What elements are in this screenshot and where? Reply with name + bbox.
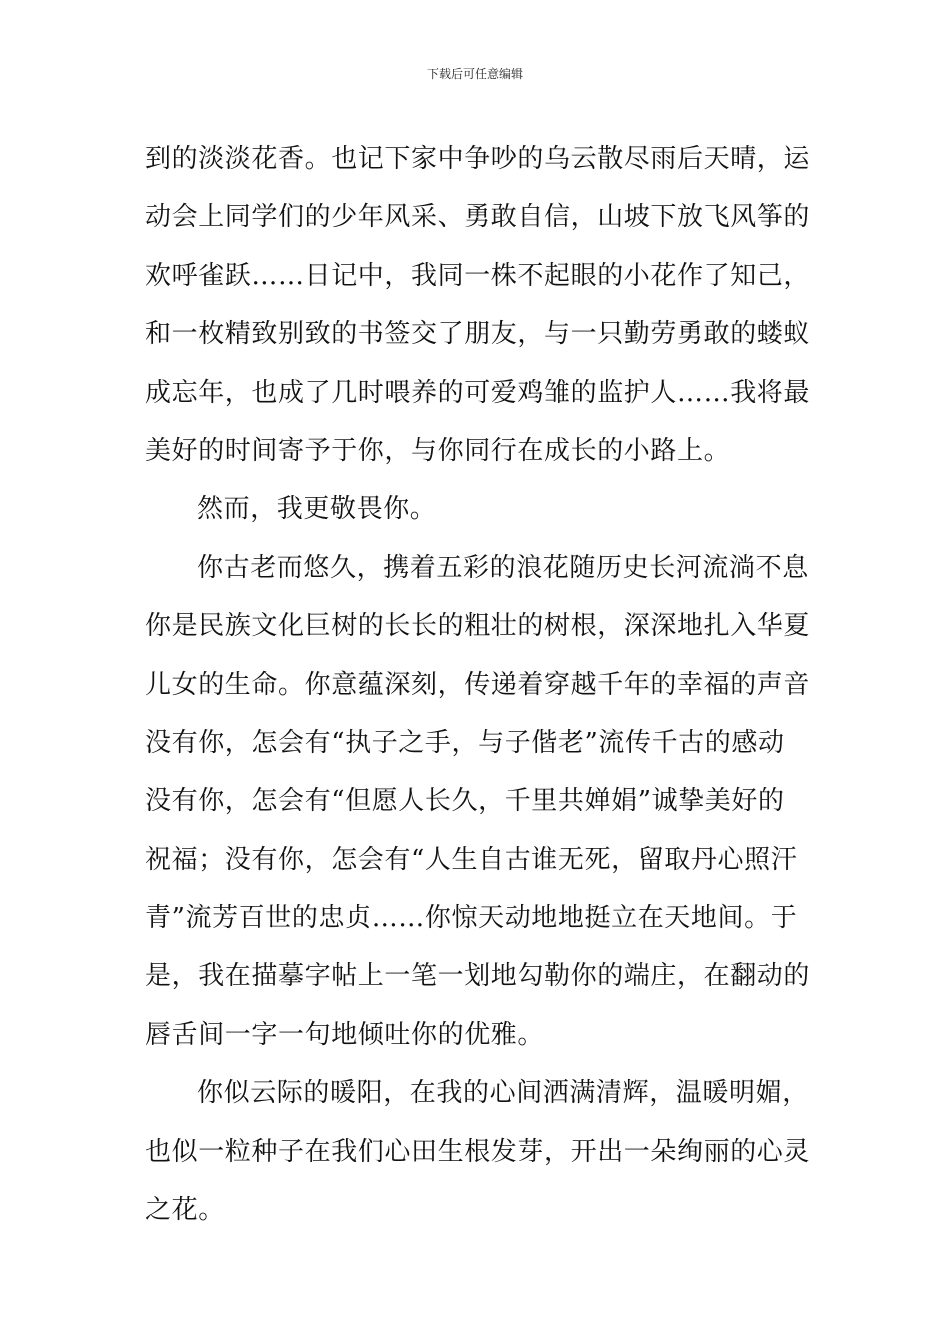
text-line: 之花。 <box>145 1195 225 1226</box>
text-line: 成忘年，也成了几时喂养的可爱鸡雏的监护人……我将最 <box>145 377 811 408</box>
text-line: 到的淡淡花香。也记下家中争吵的乌云散尽雨后天晴，运 <box>145 144 811 174</box>
text-line: 欢呼雀跃……日记中，我同一株不起眼的小花作了知己， <box>145 260 811 291</box>
body-text <box>145 130 811 1239</box>
text-line: 没有你，怎会有“执子之手，与子偕老”流传千古的感动 <box>145 727 785 758</box>
text-line: 动会上同学们的少年风采、勇敢自信，山坡下放飞风筝的 <box>145 202 811 233</box>
text-line: 青”流芳百世的忠贞……你惊天动地地挺立在天地间。于 <box>145 903 798 934</box>
paragraph-first-line: 你似云际的暖阳，在我的心间洒满清辉，温暖明媚， <box>197 1078 809 1109</box>
text-line: 美好的时间寄予于你，与你同行在成长的小路上。 <box>145 435 731 466</box>
text-line: 唇舌间一字一句地倾吐你的优雅。 <box>145 1019 545 1050</box>
text-line: 也似一粒种子在我们心田生根发芽，开出一朵绚丽的心灵 <box>145 1136 811 1167</box>
text-line: 祝福；没有你，怎会有“人生自古谁无死，留取丹心照汗 <box>145 844 798 875</box>
paragraph-first-line: 然而，我更敬畏你。 <box>197 494 437 525</box>
paragraph-first-line: 你古老而悠久，携着五彩的浪花随历史长河流淌不息 <box>197 552 809 583</box>
text-line: 是，我在描摹字帖上一笔一划地勾勒你的端庄，在翻动的 <box>145 961 811 992</box>
text-line: 儿女的生命。你意蕴深刻，传递着穿越千年的幸福的声音 <box>145 669 811 700</box>
text-line: 没有你，怎会有“但愿人长久，千里共婵娟”诚挚美好的 <box>145 786 785 817</box>
text-line: 你是民族文化巨树的长长的粗壮的树根，深深地扎入华夏 <box>145 611 811 642</box>
page-header: 下载后可任意编辑 <box>426 67 523 81</box>
text-line: 和一枚精致别致的书签交了朋友，与一只勤劳勇敢的蝼蚁 <box>145 319 811 350</box>
